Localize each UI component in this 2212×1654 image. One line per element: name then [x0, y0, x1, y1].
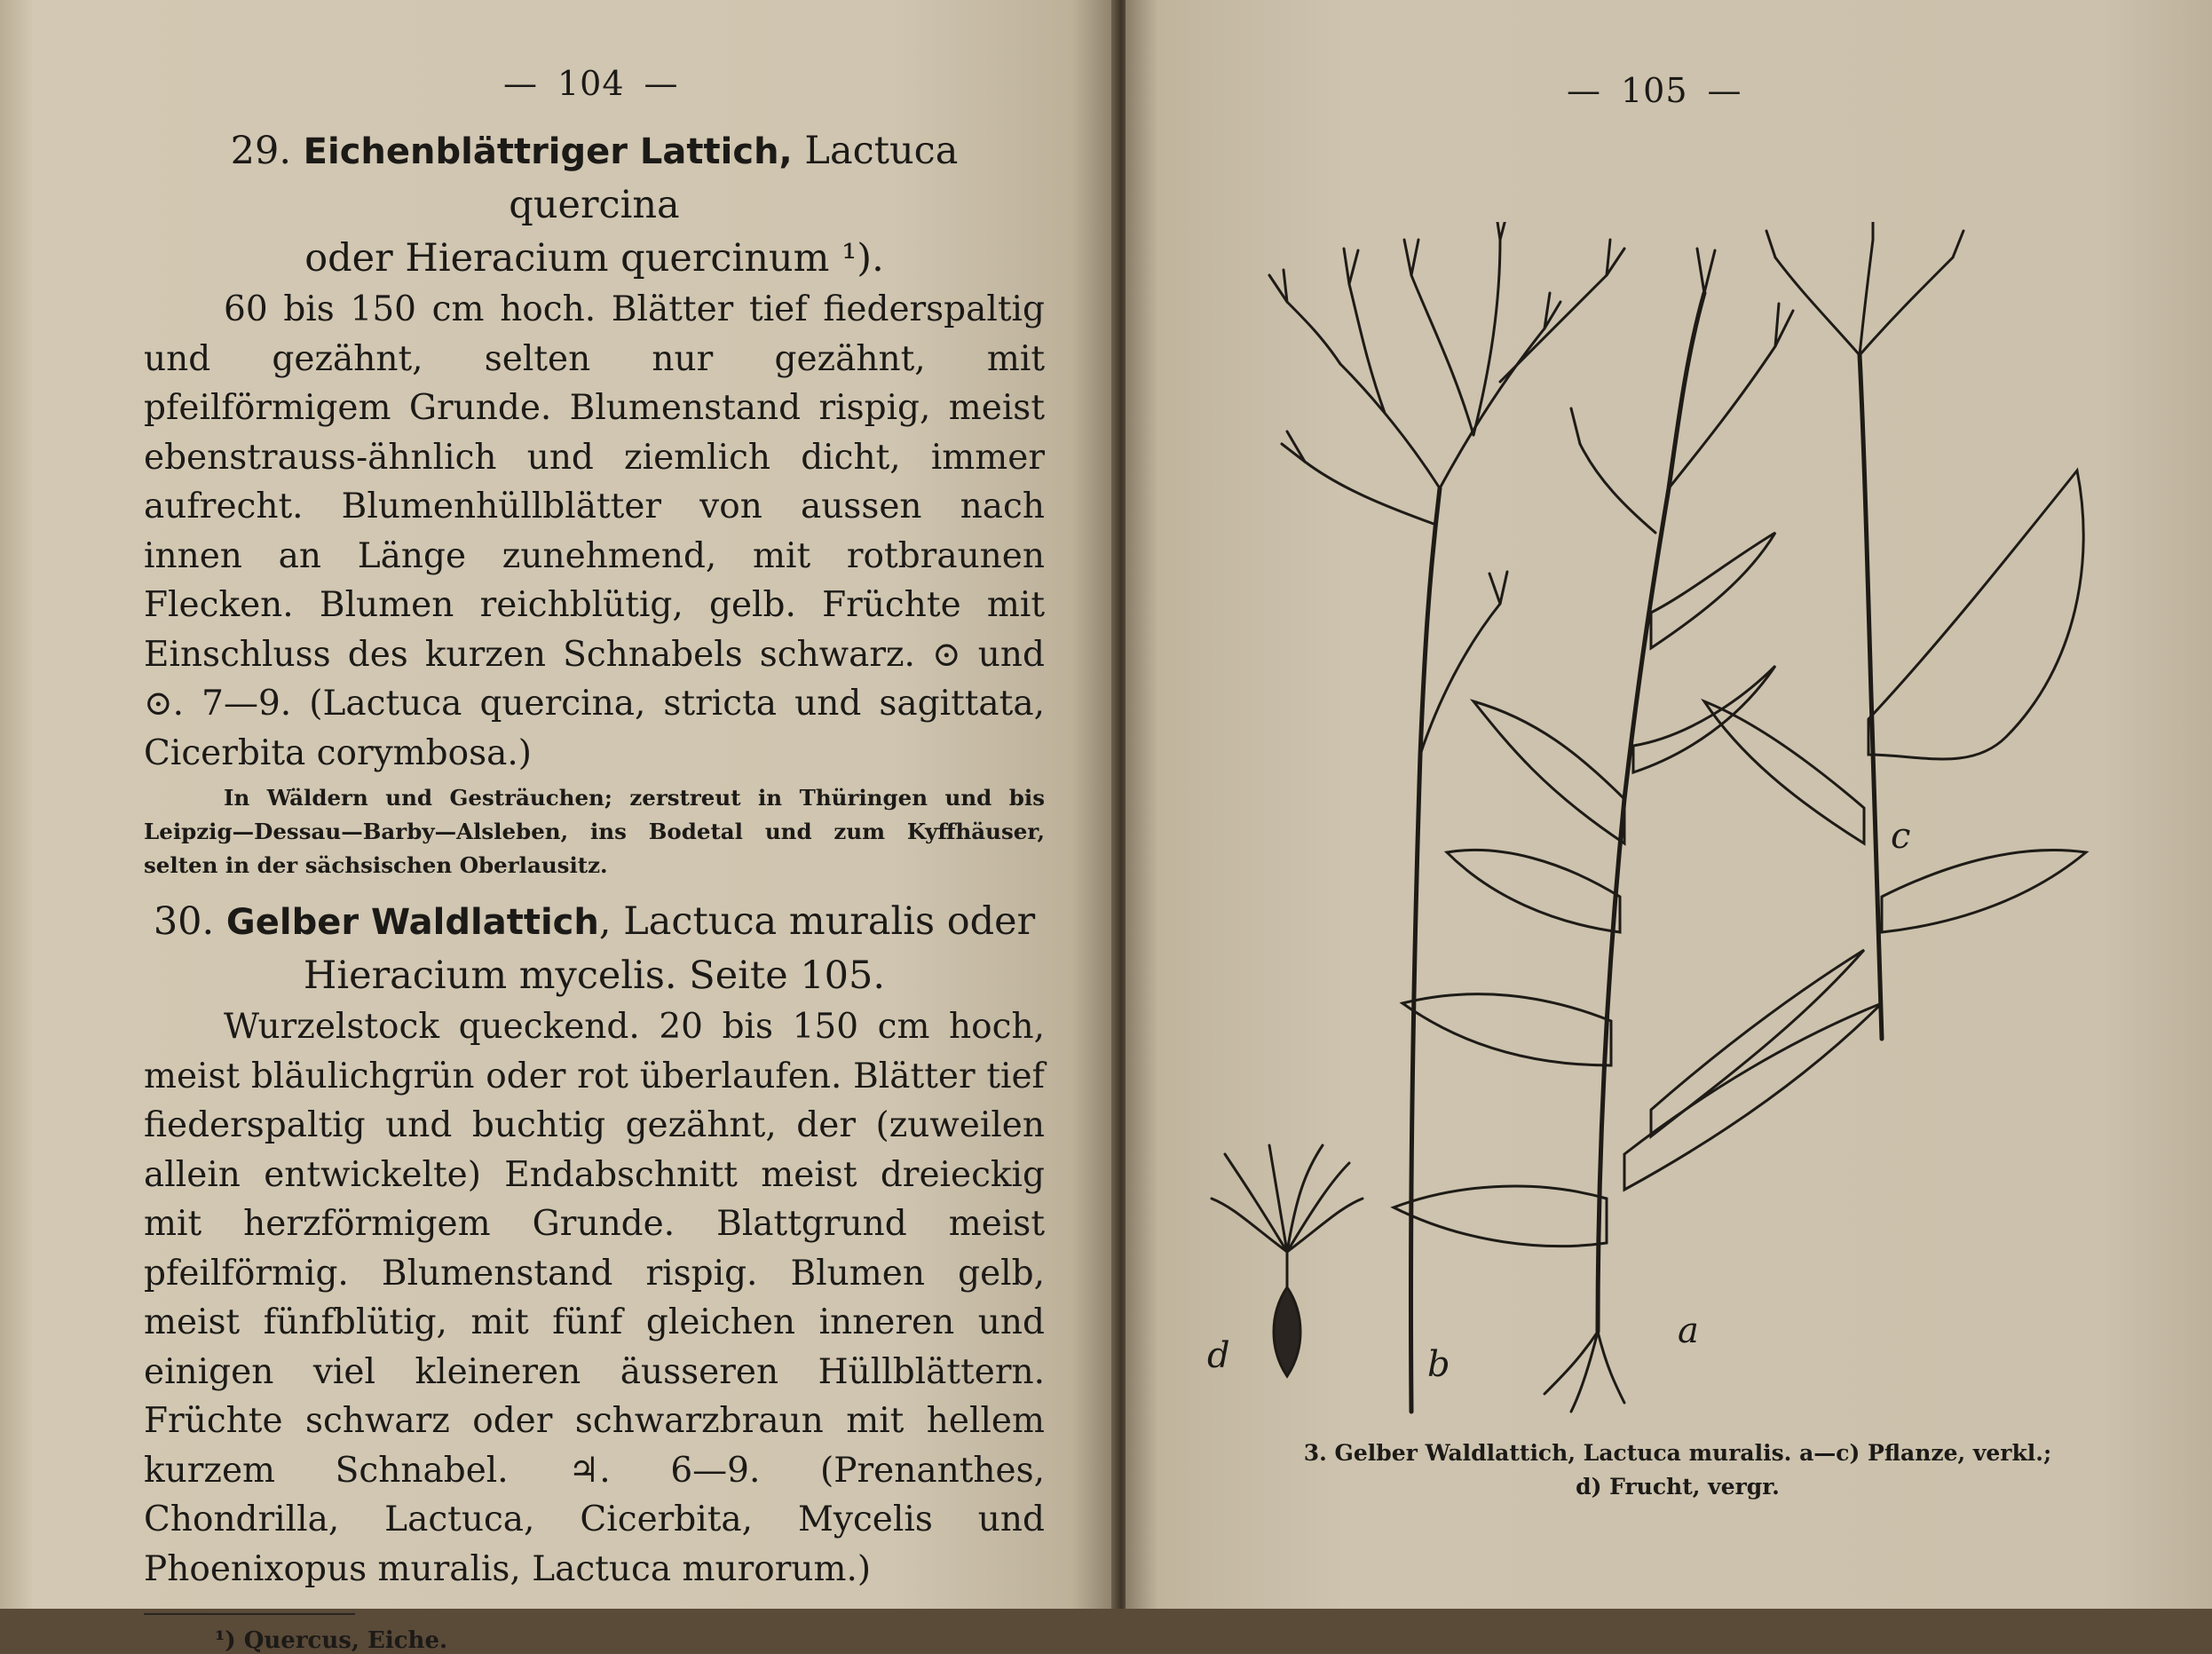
page-number-right: — 105 — — [1567, 71, 1742, 110]
figure-caption: 3. Gelber Waldlattich, Lactuca muralis. a—c) Pflanze, verkl.; d) Frucht, vergr. — [1303, 1440, 2052, 1500]
plant-illustration — [1207, 222, 2130, 1429]
footnote-rule — [144, 1613, 355, 1615]
footnote: ¹) Quercus, Eiche. — [215, 1627, 448, 1654]
figure-label-a: a — [1678, 1310, 1699, 1351]
figure-label-b: b — [1427, 1344, 1450, 1385]
figure-label-d: d — [1207, 1335, 1230, 1376]
figure-label-c: c — [1891, 816, 1911, 857]
entry-29-heading: 29. Eichenblättriger Lattich, Lactuca quercina oder Hieracium quercinum ¹). — [230, 129, 959, 281]
page-number-left: — 104 — — [503, 64, 679, 103]
entry-29-name: Eichenblättriger Lattich, — [303, 131, 793, 172]
entry-30-heading: 30. Gelber Waldlattich, Lactuca muralis oder Hieracium mycelis. Seite 105. — [153, 899, 1036, 998]
entry-30-description: Wurzelstock queckend. 20 bis 150 cm hoch, meist bläulichgrün oder rot überlaufen. Blätter tief fiederspaltig und buchtig gezähnt, der (zuweilen allein entwickelte) Endabschnitt meist dreieckig mit herzförmigem Grunde. Blattgrund meist pfeilförmig. Blumenstand rispig. Blumen gelb, meist fünfblütig, mit fünf gleichen inneren und einigen viel kleineren äusseren Hüllblättern. Früchte schwarz oder schwarzbraun mit hellem kurzem Schnabel. ♃. 6—9. (Prenanthes, Chondrilla, Lactuca, Cicerbita, Mycelis und Phoenixopus muralis, Lactuca murorum.) — [144, 1007, 1045, 1589]
entry-29-description: 60 bis 150 cm hoch. Blätter tief fiederspaltig und gezähnt, selten nur gezähnt, mit pfeilförmigem Grunde. Blumenstand rispig, meist ebenstrauss-ähnlich und ziemlich dicht, immer aufrecht. Blumenhüllblätter von aussen nach innen an Länge zunehmend, mit rotbraunen Flecken. Blumen reichblütig, gelb. Früchte mit Einschluss des kurzen Schnabels schwarz. ⊙ und ⊙. 7—9. (Lactuca quercina, stricta und sagittata, Cicerbita corymbosa.) — [144, 289, 1045, 773]
entry-29-distribution: In Wäldern und Gesträuchen; zerstreut in Thüringen und bis Leipzig—Dessau—Barby—Alsleben, ins Bodetal und zum Kyffhäuser, selten in der sächsischen Oberlausitz. — [144, 785, 1045, 878]
entry-30-name: Gelber Waldlattich — [225, 902, 599, 943]
left-text-column — [144, 124, 1045, 1654]
